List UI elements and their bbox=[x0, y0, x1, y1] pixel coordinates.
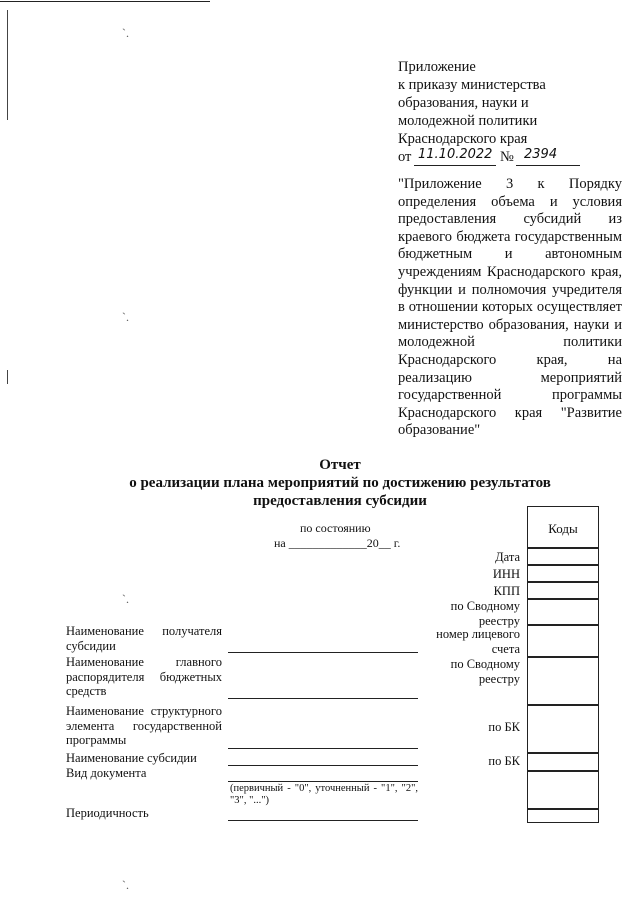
state-date-blank: _____________ bbox=[288, 536, 367, 550]
report-title-line: Отчет bbox=[319, 457, 361, 473]
field-manager-label: Наименование главного распорядителя бюджетных средств bbox=[66, 655, 222, 698]
approval-line: молодежной политики bbox=[398, 113, 538, 129]
codes-header-cell bbox=[527, 506, 599, 548]
field-periodicity-label: Периодичность bbox=[66, 806, 149, 820]
codes-table bbox=[527, 506, 601, 822]
field-subsidy-line bbox=[228, 765, 418, 766]
code-cell-inn[interactable] bbox=[527, 565, 599, 582]
approval-line: Приложение bbox=[398, 59, 476, 75]
report-title-line: о реализации плана мероприятий по достижению результатов bbox=[129, 475, 551, 491]
state-label: по состоянию bbox=[300, 521, 371, 535]
approval-block bbox=[398, 58, 622, 166]
code-cell-kpp[interactable] bbox=[527, 582, 599, 599]
code-cell-registry-2[interactable] bbox=[527, 657, 599, 705]
field-recipient-line bbox=[228, 652, 418, 653]
top-edge-rule bbox=[0, 1, 210, 2]
left-edge-mark bbox=[7, 10, 8, 120]
field-doc-type-line bbox=[228, 781, 418, 782]
code-label-inn: ИНН bbox=[492, 567, 520, 581]
field-subsidy-label: Наименование субсидии bbox=[66, 751, 197, 765]
field-doc-type-label: Вид документа bbox=[66, 766, 147, 780]
code-label-kpp: КПП bbox=[493, 584, 520, 598]
order-date-handwritten: 11.10.2022 bbox=[418, 147, 493, 162]
field-structural-line bbox=[228, 748, 418, 749]
field-doc-type-note: (первичный - "0", уточненный - "1", "2", "3", "...") bbox=[230, 783, 418, 806]
field-recipient-label: Наименование получателя субсидии bbox=[66, 624, 222, 653]
date-underline bbox=[414, 165, 496, 166]
field-periodicity-line bbox=[228, 820, 418, 821]
scan-speck: `. bbox=[122, 26, 129, 40]
state-date-line bbox=[274, 537, 400, 551]
state-year-suffix: г. bbox=[393, 536, 401, 550]
scan-speck: `. bbox=[122, 878, 129, 892]
field-structural-label: Наименование структурного элемента государственной программы bbox=[66, 704, 222, 747]
code-label-bk: по БК bbox=[488, 720, 520, 734]
state-on: на bbox=[274, 536, 286, 550]
scan-speck: `. bbox=[122, 592, 129, 606]
appendix-text: "Приложение 3 к Порядку определения объема и условия предоставления субсидий из краевого бюджета государственным бюджетным и автономным учреждениям Краснодарского края, функции и полномочия учредителя в отношении которых осуществляет министерство образования, науки и молодежной политики Краснодарского края, на реализацию мероприятий государственной программы Краснодарского края "Развитие образование" bbox=[398, 176, 622, 439]
field-manager-line bbox=[228, 698, 418, 699]
scan-speck: `. bbox=[122, 310, 129, 324]
code-cell-bk[interactable] bbox=[527, 705, 599, 753]
number-label: № bbox=[500, 149, 514, 165]
code-cell-registry[interactable] bbox=[527, 599, 599, 625]
order-number-handwritten: 2394 bbox=[524, 147, 558, 162]
code-label-bk-2: по БК bbox=[488, 754, 520, 768]
state-year: 20__ bbox=[366, 536, 391, 550]
code-label-date: Дата bbox=[495, 550, 520, 564]
code-cell-date[interactable] bbox=[527, 548, 599, 565]
number-underline bbox=[516, 165, 580, 166]
code-cell-account[interactable] bbox=[527, 625, 599, 657]
code-cell-bk-2[interactable] bbox=[527, 753, 599, 771]
code-label-account: номер лицевого счета bbox=[436, 627, 520, 656]
code-cell-periodicity[interactable] bbox=[527, 809, 599, 823]
order-date-line bbox=[398, 148, 622, 166]
approval-line: образования, науки и bbox=[398, 95, 529, 111]
report-title bbox=[50, 456, 630, 510]
codes-header: Коды bbox=[548, 521, 578, 536]
from-label: от bbox=[398, 149, 412, 165]
code-cell-doc-type[interactable] bbox=[527, 771, 599, 809]
code-label-registry-2: по Сводному реестру bbox=[450, 657, 520, 686]
code-label-registry: по Сводному реестру bbox=[450, 599, 520, 628]
report-title-line: предоставления субсидии bbox=[253, 493, 427, 509]
approval-line: Краснодарского края bbox=[398, 131, 528, 147]
approval-line: к приказу министерства bbox=[398, 77, 546, 93]
left-edge-mark-2 bbox=[7, 370, 8, 384]
